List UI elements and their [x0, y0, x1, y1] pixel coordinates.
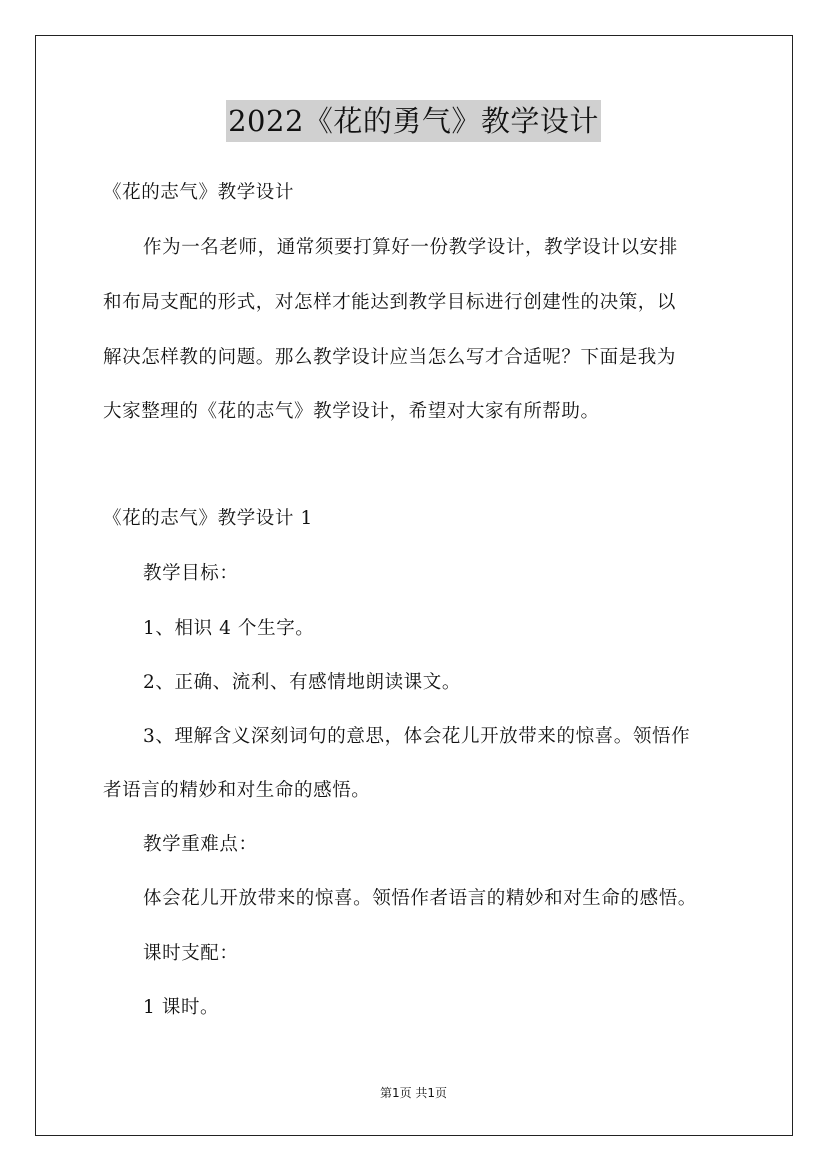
section-heading: 《花的志气》教学设计 1 — [103, 508, 313, 529]
goal-item-3-continued: 者语言的精妙和对生命的感悟。 — [103, 780, 371, 801]
intro-line-1: 作为一名老师，通常须要打算好一份教学设计，教学设计以安排 — [143, 237, 678, 258]
key-points-label: 教学重难点： — [143, 834, 258, 855]
intro-line-3: 解决怎样教的问题。那么教学设计应当怎么写才合适呢？下面是我为 — [103, 347, 677, 368]
key-points-text: 体会花儿开放带来的惊喜。领悟作者语言的精妙和对生命的感悟。 — [143, 888, 697, 909]
goals-label: 教学目标： — [143, 563, 239, 584]
goal-item-2: 2、正确、流利、有感情地朗读课文。 — [143, 672, 461, 693]
document-title: 2022《花的勇气》教学设计 — [226, 100, 601, 142]
goal-item-3: 3、理解含义深刻词句的意思，体会花儿开放带来的惊喜。领悟作 — [143, 726, 691, 747]
time-value: 1 课时。 — [143, 997, 220, 1018]
goal-item-1: 1、相识 4 个生字。 — [143, 618, 315, 639]
title-container — [0, 100, 827, 142]
page-footer: 第1页 共1页 — [379, 1086, 448, 1100]
subtitle: 《花的志气》教学设计 — [103, 182, 295, 203]
time-label: 课时支配： — [143, 943, 239, 964]
intro-line-4: 大家整理的《花的志气》教学设计，希望对大家有所帮助。 — [103, 401, 600, 422]
intro-line-2: 和布局支配的形式，对怎样才能达到教学目标进行创建性的决策，以 — [103, 292, 677, 313]
